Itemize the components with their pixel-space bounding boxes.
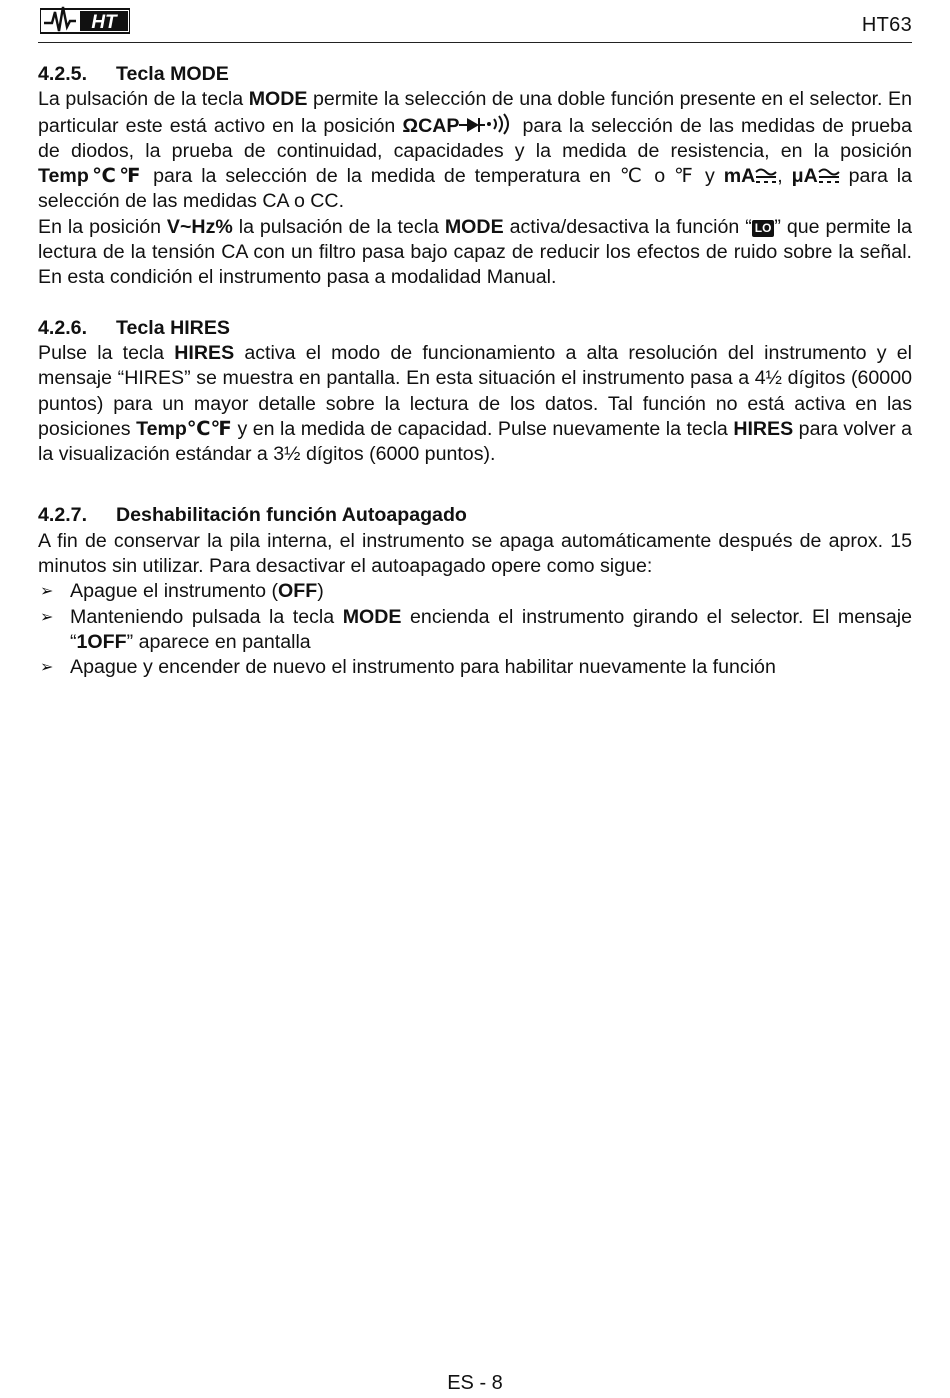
section-number: 4.2.7. xyxy=(38,504,88,527)
section-heading-4-2-7 xyxy=(38,503,912,528)
paragraph-mode-1 xyxy=(38,87,912,214)
bold-run: V~Hz% xyxy=(166,215,233,238)
text-run: activa/desactiva la función “ xyxy=(503,215,752,238)
section-heading-4-2-6 xyxy=(38,316,912,341)
section-number: 4.2.5. xyxy=(38,63,88,85)
section-number: 4.2.6. xyxy=(38,316,88,339)
list-item xyxy=(38,579,912,604)
instruction-list xyxy=(38,579,912,680)
bold-run: ΩCAP xyxy=(402,114,460,137)
section-title: Tecla MODE xyxy=(116,63,229,85)
arrow-bullet-icon: ➢ xyxy=(40,659,54,677)
logo-text: HT xyxy=(91,12,117,33)
text-run: La pulsación de la tecla xyxy=(38,88,249,111)
text-run: para la selección de las medidas de prueba de diodos, la prueba de continuidad, capacidades y la medida de resistencia, en la posición xyxy=(38,114,912,162)
text-run: En la posición xyxy=(38,215,167,238)
lo-function-icon: LO xyxy=(752,220,775,237)
ac-dc-icon xyxy=(755,167,777,185)
text-run: Manteniendo pulsada la tecla xyxy=(70,605,343,628)
page-header xyxy=(38,0,912,43)
arrow-bullet-icon: ➢ xyxy=(40,583,54,601)
bold-run: Temp℃℉ xyxy=(38,165,145,188)
document-id: HT63 xyxy=(861,14,912,36)
text-run: Pulse la tecla xyxy=(38,341,175,364)
section-title: Tecla HIRES xyxy=(116,316,230,339)
bold-run: MODE xyxy=(248,88,308,111)
list-item xyxy=(38,655,912,680)
bold-run: OFF xyxy=(278,580,318,603)
page-content xyxy=(38,62,912,681)
text-run: la pulsación de la tecla xyxy=(232,215,445,238)
text-run: para volver a la visualización estándar a 3½ dígitos (6000 puntos). xyxy=(38,417,912,466)
bold-run: mA xyxy=(723,165,756,188)
bold-run: MODE xyxy=(342,605,402,628)
ac-dc-icon xyxy=(818,167,840,185)
text-run: ) xyxy=(317,580,324,603)
bold-run: HIRES xyxy=(733,417,794,440)
text-run: , xyxy=(777,165,792,188)
bold-run: HIRES xyxy=(174,341,235,364)
diode-continuity-icon xyxy=(459,113,515,135)
bold-run: 1OFF xyxy=(76,630,127,653)
bold-run: MODE xyxy=(444,215,504,238)
page-number: ES - 8 xyxy=(447,1372,503,1394)
paragraph-mode-2 xyxy=(38,215,912,291)
text-run: para la selección de la medida de temperatura en ℃ o ℉ y xyxy=(144,165,724,188)
paragraph-autopower: A fin de conservar la pila interna, el instrumento se apaga automáticamente después de aprox. 15 minutos sin utilizar. Para desactivar el autoapagado opere como sigue: xyxy=(38,529,912,578)
section-title: Deshabilitación función Autoapagado xyxy=(116,504,467,527)
ht-logo xyxy=(40,3,130,37)
text-run: y en la medida de capacidad. Pulse nuevamente la tecla xyxy=(231,417,734,440)
bold-run: μA xyxy=(791,165,818,188)
text-run: Apague el instrumento ( xyxy=(70,580,279,603)
list-item xyxy=(38,605,912,656)
text-run: encienda el instrumento girando el selector. El mensaje “ xyxy=(70,605,912,653)
text-run: Apague y encender de nuevo el instrumento para habilitar nuevamente la función xyxy=(70,656,776,679)
text-run: ” aparece en pantalla xyxy=(126,630,311,653)
text-run: para la selección de las medidas CA o CC. xyxy=(38,165,913,213)
text-run: permite la selección de una doble función presente en el selector. En particular este está activo en la posición xyxy=(38,88,912,137)
section-heading-4-2-5 xyxy=(38,62,912,87)
bold-run: Temp℃℉ xyxy=(136,417,232,440)
text-run: activa el modo de funcionamiento a alta resolución del instrumento y el mensaje “HIRES” se muestra en pantalla. En esta situación el instrumento pasa a 4½ dígitos (60000 puntos) para un mayor detalle sobre la lectura de los datos. Tal función no está activa en las posiciones xyxy=(38,341,912,440)
arrow-bullet-icon: ➢ xyxy=(40,608,54,626)
text-run: ” que permite la lectura de la tensión CA con un filtro pasa bajo capaz de reducir los efectos de ruido sobre la señal. En esta condición el instrumento pasa a modalidad Manual. xyxy=(38,215,913,289)
paragraph-hires xyxy=(38,341,912,467)
